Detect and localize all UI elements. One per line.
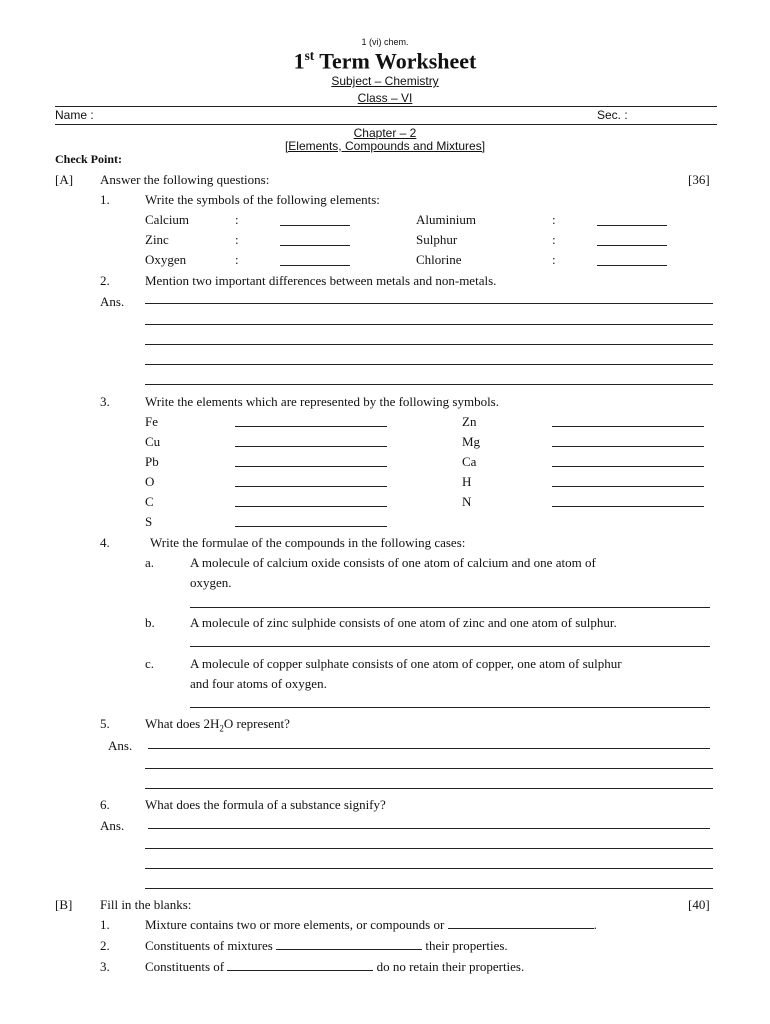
section-a-marks: [36] xyxy=(688,172,710,187)
q4c-answer-line[interactable] xyxy=(190,707,710,708)
q3-symbol-s: S xyxy=(145,514,153,529)
q4a-label: a. xyxy=(145,555,155,570)
fill-blank-number: 1. xyxy=(100,917,110,932)
q3-answer-line[interactable] xyxy=(552,486,704,487)
q3-answer-line[interactable] xyxy=(235,486,387,487)
q1-answer-line[interactable] xyxy=(280,265,350,266)
fill-blank-2-input[interactable] xyxy=(276,938,422,950)
q5-ans-label: Ans. xyxy=(108,738,133,753)
q4a-text-line2: oxygen. xyxy=(190,575,232,590)
q3-symbol-fe: Fe xyxy=(145,414,158,429)
q3-symbol-n: N xyxy=(462,494,472,509)
q1-answer-line[interactable] xyxy=(597,225,667,226)
q2-answer-line[interactable] xyxy=(145,303,713,304)
q4b-text-line1: A molecule of zinc sulphide consists of one atom of zinc and one atom of sulphur. xyxy=(190,615,617,630)
fill-blank-1-input[interactable] xyxy=(448,917,594,929)
q4c-text-line2: and four atoms of oxygen. xyxy=(190,676,327,691)
q3-number: 3. xyxy=(100,394,110,409)
chapter-number: Chapter – 2 xyxy=(353,126,417,140)
q3-answer-line[interactable] xyxy=(235,526,387,527)
q3-symbol-h: H xyxy=(462,474,472,489)
check-point-label: Check Point: xyxy=(55,152,122,166)
q3-answer-line[interactable] xyxy=(235,466,387,467)
q3-answer-line[interactable] xyxy=(552,466,704,467)
q1-answer-line[interactable] xyxy=(597,265,667,266)
q1-colon: : xyxy=(552,232,556,247)
fill-blank-3-input[interactable] xyxy=(227,959,373,971)
q1-element-sulphur: Sulphur xyxy=(416,232,458,247)
q3-symbol-pb: Pb xyxy=(145,454,159,469)
q3-symbol-mg: Mg xyxy=(462,434,481,449)
section-a-label: [A] xyxy=(55,172,74,187)
q6-ans-label: Ans. xyxy=(100,818,125,833)
q3-symbol-c: C xyxy=(145,494,154,509)
q1-element-aluminium: Aluminium xyxy=(416,212,476,227)
q1-colon: : xyxy=(552,212,556,227)
q1-colon: : xyxy=(235,212,239,227)
header-rule-bottom xyxy=(55,124,717,125)
q2-ans-label: Ans. xyxy=(100,294,125,309)
q4b-label: b. xyxy=(145,615,155,630)
q5-text: What does $2H_2O$ represent? xyxy=(145,716,290,734)
q6-number: 6. xyxy=(100,797,110,812)
q3-answer-line[interactable] xyxy=(235,506,387,507)
name-label: Name : xyxy=(55,108,94,122)
class-line: Class – VI xyxy=(357,91,413,105)
q6-answer-line[interactable] xyxy=(148,828,710,829)
q1-number: 1. xyxy=(100,192,110,207)
q6-answer-line[interactable] xyxy=(145,868,713,869)
subject-line: Subject – Chemistry xyxy=(331,74,439,88)
q1-colon: : xyxy=(235,232,239,247)
q1-element-calcium: Calcium xyxy=(145,212,190,227)
section-b-marks: [40] xyxy=(688,897,710,912)
q2-answer-line[interactable] xyxy=(145,344,713,345)
top-note: 1 (vi) chem. xyxy=(361,37,409,47)
q1-element-oxygen: Oxygen xyxy=(145,252,187,267)
q2-text: Mention two important differences between metals and non-metals. xyxy=(145,273,497,288)
q3-answer-line[interactable] xyxy=(552,426,704,427)
q3-answer-line[interactable] xyxy=(552,446,704,447)
fill-blank-number: 3. xyxy=(100,959,110,974)
page-title: 1st Term Worksheet xyxy=(293,48,477,74)
q2-number: 2. xyxy=(100,273,110,288)
q5-number: 5. xyxy=(100,716,110,731)
section-a-instruction: Answer the following questions: xyxy=(100,172,270,187)
q4-number: 4. xyxy=(100,535,110,550)
chapter-title: [Elements, Compounds and Mixtures] xyxy=(284,139,486,153)
q6-text: What does the formula of a substance signify? xyxy=(145,797,386,812)
q5-answer-line[interactable] xyxy=(145,788,713,789)
q1-answer-line[interactable] xyxy=(280,225,350,226)
q4c-label: c. xyxy=(145,656,155,671)
q4a-text-line1: A molecule of calcium oxide consists of one atom of calcium and one atom of xyxy=(190,555,596,570)
q1-element-zinc: Zinc xyxy=(145,232,169,247)
fill-blank-number: 2. xyxy=(100,938,110,953)
q1-answer-line[interactable] xyxy=(597,245,667,246)
q3-symbol-o: O xyxy=(145,474,155,489)
q1-element-chlorine: Chlorine xyxy=(416,252,462,267)
section-b-label: [B] xyxy=(55,897,73,912)
fill-blank-3-text: Constituents of do no retain their properties. xyxy=(145,959,525,974)
q3-symbol-cu: Cu xyxy=(145,434,161,449)
q3-symbol-ca: Ca xyxy=(462,454,477,469)
q1-answer-line[interactable] xyxy=(280,245,350,246)
q2-answer-line[interactable] xyxy=(145,384,713,385)
q1-colon: : xyxy=(552,252,556,267)
q3-answer-line[interactable] xyxy=(552,506,704,507)
q3-text: Write the elements which are represented by the following symbols. xyxy=(145,394,499,409)
header-rule-top xyxy=(55,106,717,107)
q3-answer-line[interactable] xyxy=(235,426,387,427)
fill-blank-1-text: Mixture contains two or more elements, or compounds or . xyxy=(145,917,597,932)
q6-answer-line[interactable] xyxy=(145,888,713,889)
q5-answer-line[interactable] xyxy=(148,748,710,749)
q4-text: Write the formulae of the compounds in the following cases: xyxy=(150,535,466,550)
section-label: Sec. : xyxy=(597,108,628,122)
section-b-instruction: Fill in the blanks: xyxy=(100,897,192,912)
q1-colon: : xyxy=(235,252,239,267)
q3-answer-line[interactable] xyxy=(235,446,387,447)
q3-symbol-zn: Zn xyxy=(462,414,477,429)
q5-answer-line[interactable] xyxy=(145,768,713,769)
q6-answer-line[interactable] xyxy=(145,848,713,849)
q4c-text-line1: A molecule of copper sulphate consists of one atom of copper, one atom of sulphur xyxy=(190,656,622,671)
q2-answer-line[interactable] xyxy=(145,364,713,365)
q4a-answer-line[interactable] xyxy=(190,607,710,608)
q1-text: Write the symbols of the following elements: xyxy=(145,192,380,207)
q2-answer-line[interactable] xyxy=(145,324,713,325)
fill-blank-2-text: Constituents of mixtures their properties. xyxy=(145,938,508,953)
q4b-answer-line[interactable] xyxy=(190,646,710,647)
